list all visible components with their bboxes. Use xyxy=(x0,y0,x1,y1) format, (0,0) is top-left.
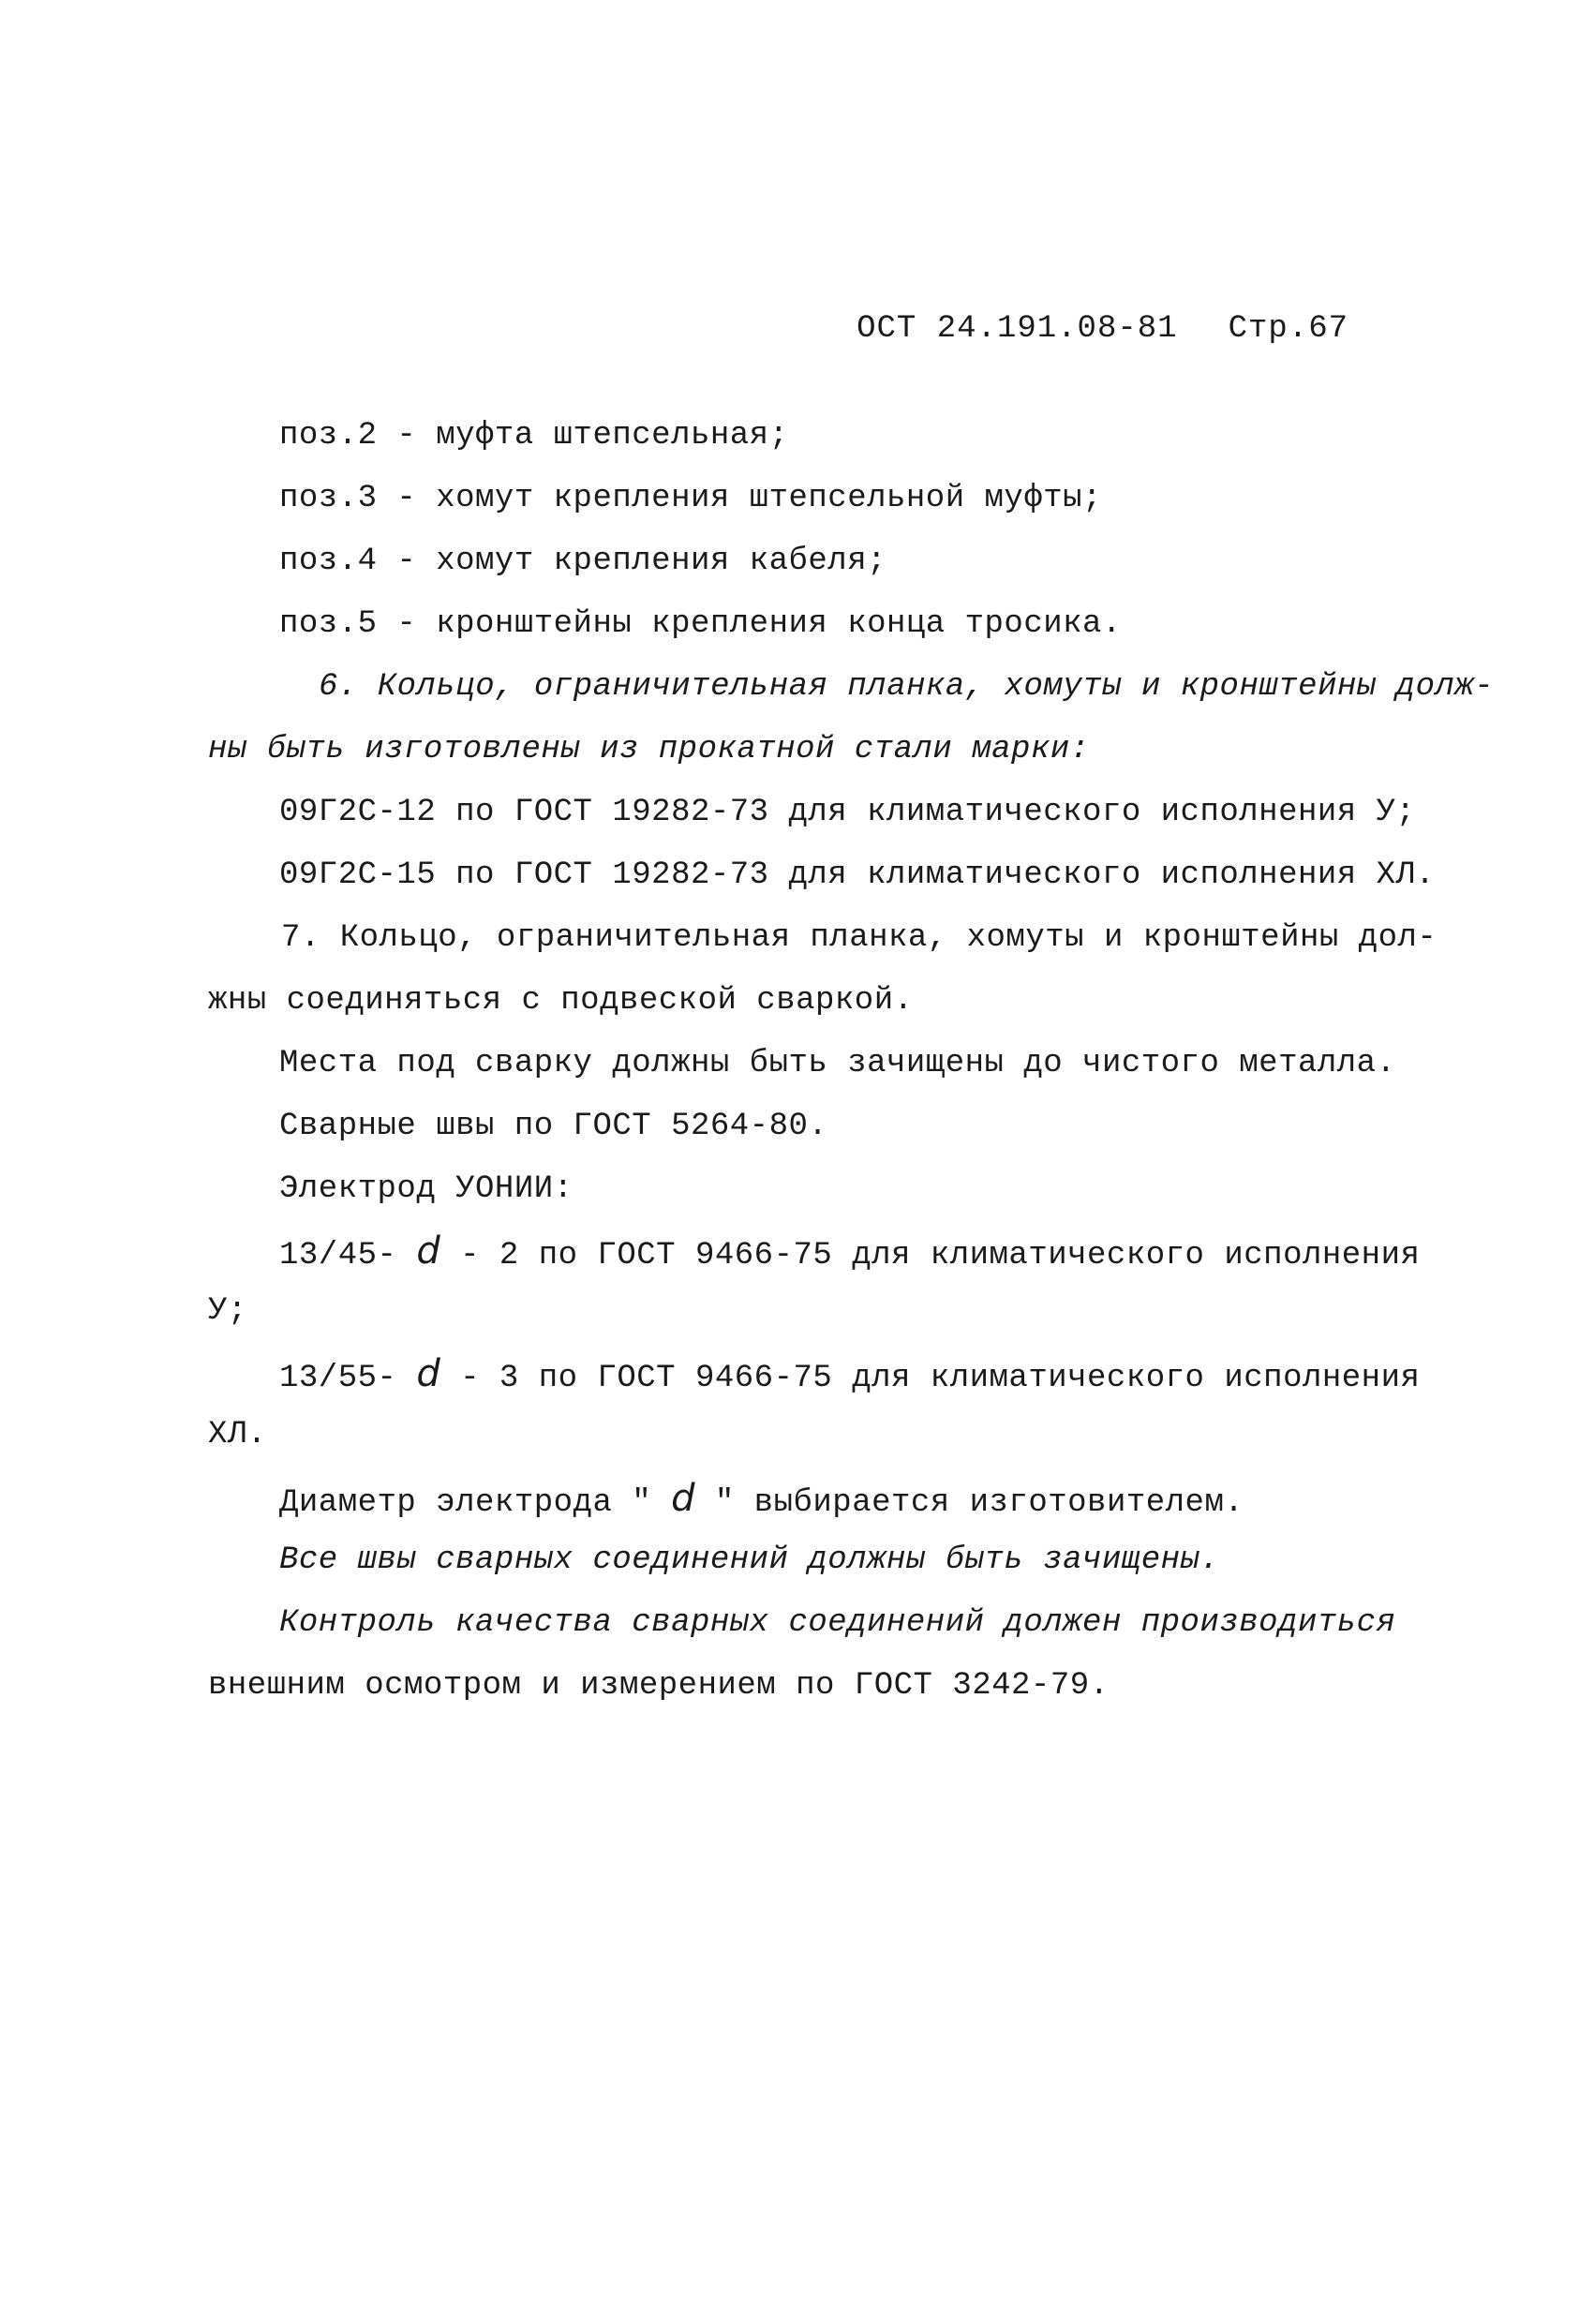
paragraph-6-line-2: ны быть изготовлены из прокатной стали марки: xyxy=(208,732,1090,767)
electrode-heading: Электрод УОНИИ: xyxy=(279,1171,574,1207)
text-line-3: поз.4 - хомут крепления кабеля; xyxy=(279,544,887,579)
paragraph-7-line-1: 7. Кольцо, ограничительная планка, хомуты и кронштейны дол- xyxy=(281,920,1438,956)
paragraph-6-line-1 xyxy=(319,669,1494,705)
paragraph-6-text: 6. Кольцо, ограничительная планка, хомуты и кронштейны долж- xyxy=(319,669,1495,705)
electrode-spec-1-tail: У; xyxy=(208,1293,247,1329)
quality-control-line-1: Контроль качества сварных соединений должен производиться xyxy=(279,1605,1396,1641)
diameter-note-end: " выбирается изготовителем. xyxy=(714,1485,1244,1521)
diameter-note-start: Диаметр электрода " xyxy=(279,1485,652,1521)
electrode-spec-1-rest: - 2 по ГОСТ 9466-75 для климатического исполнения xyxy=(460,1238,1421,1274)
weld-seams-text: Сварные швы по ГОСТ 5264-80. xyxy=(279,1109,828,1144)
weld-prep-text: Места под сварку должны быть зачищены до чистого металла. xyxy=(279,1046,1396,1081)
steel-grade-2: 09Г2С-15 по ГОСТ 19282-73 для климатического исполнения ХЛ. xyxy=(279,857,1436,893)
paragraph-7-line-2: жны соединяться с подвеской сваркой. xyxy=(208,983,914,1019)
electrode-spec-1 xyxy=(279,1229,1420,1274)
quality-control-line-2: внешним осмотром и измерением по ГОСТ 3242-79. xyxy=(208,1668,1110,1704)
steel-grade-1: 09Г2С-12 по ГОСТ 19282-73 для климатического исполнения У; xyxy=(279,795,1416,830)
text-line-1: поз.2 - муфта штепсельная; xyxy=(279,418,789,454)
seams-cleaned-text: Все швы сварных соединений должны быть зачищены. xyxy=(279,1542,1220,1578)
diameter-symbol: d xyxy=(671,1477,695,1520)
electrode-spec-2-tail: ХЛ. xyxy=(208,1417,267,1452)
page-header xyxy=(857,311,1348,347)
document-code: ОСТ 24.191.08-81 xyxy=(857,311,1178,347)
page-number: Стр.67 xyxy=(1228,311,1348,347)
electrode-spec-2-code: 13/55- xyxy=(279,1361,397,1396)
electrode-spec-2 xyxy=(279,1352,1420,1396)
diameter-symbol: d xyxy=(416,1352,441,1395)
diameter-note xyxy=(279,1477,1244,1521)
electrode-spec-1-code: 13/45- xyxy=(279,1238,397,1274)
text-line-4: поз.5 - кронштейны крепления конца тросика. xyxy=(279,606,1122,642)
text-line-2: поз.3 - хомут крепления штепсельной муфты; xyxy=(279,481,1102,516)
electrode-spec-2-rest: - 3 по ГОСТ 9466-75 для климатического исполнения xyxy=(460,1361,1421,1396)
diameter-symbol: d xyxy=(416,1229,441,1273)
